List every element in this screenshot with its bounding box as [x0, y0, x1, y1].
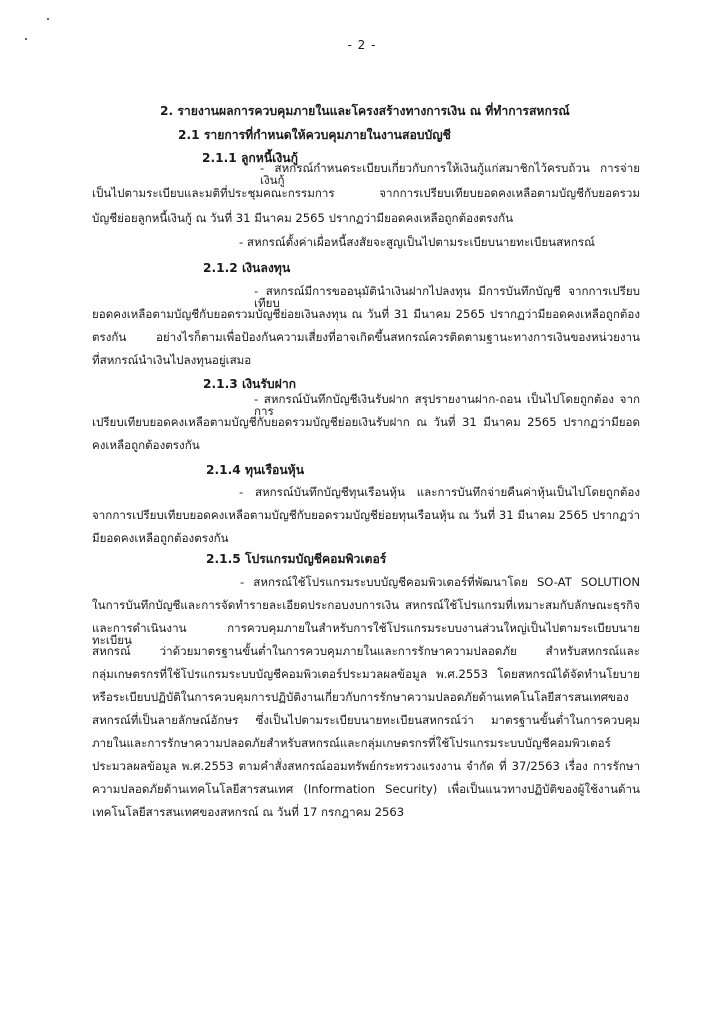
item-2-1-5-line: ในการบันทึกบัญชีและการจัดทำรายละเอียดประกอบงบการเงิน สหกรณ์ใช้โปรแกรมที่เหมาะสมกับลักษณะธุรกิจ — [92, 598, 640, 612]
item-2-1-5-line: เทคโนโลยีสารสนเทศของสหกรณ์ ณ วันที่ 17 กรกฎาคม 2563 — [92, 805, 405, 819]
item-2-1-1-line: เป็นไปตามระเบียบและมติที่ประชุมคณะกรรมการ จากการเปรียบเทียบยอดคงเหลือตามบัญชีกับยอดรวม — [92, 186, 640, 200]
item-2-1-1-heading: 2.1.1 ลูกหนี้เงินกู้ — [202, 151, 298, 165]
item-2-1-5-heading: 2.1.5 โปรแกรมบัญชีคอมพิวเตอร์ — [206, 552, 387, 566]
item-2-1-3-line: เปรียบเทียบยอดคงเหลือตามบัญชีกับยอดรวมบัญชีย่อยเงินรับฝาก ณ วันที่ 31 มีนาคม 2565 ปรากฏว่ามียอด — [92, 415, 640, 429]
item-2-1-4-line: มียอดคงเหลือถูกต้องตรงกัน — [92, 531, 229, 545]
item-2-1-4-line: - สหกรณ์บันทึกบัญชีทุนเรือนหุ้น และการบันทึกจ่ายคืนค่าหุ้นเป็นไปโดยถูกต้อง — [239, 485, 640, 499]
item-2-1-3-heading: 2.1.3 เงินรับฝาก — [203, 377, 297, 391]
item-2-1-5-line: หรือระเบียบปฏิบัติในการควบคุมการปฏิบัติงานเกี่ยวกับการรักษาความปลอดภัยด้านเทคโนโลยีสารสนเทศของ — [92, 690, 629, 704]
item-2-1-4-heading: 2.1.4 ทุนเรือนหุ้น — [206, 463, 305, 477]
item-2-1-2-heading: 2.1.2 เงินลงทุน — [203, 261, 291, 275]
item-2-1-5-line: ประมวลผลข้อมูล พ.ศ.2553 ตามคำสั่งสหกรณ์ออมทรัพย์กระทรวงแรงงาน จำกัด ที่ 37/2563 เรื่อง การรักษา — [92, 759, 640, 773]
item-2-1-1-line: บัญชีย่อยลูกหนี้เงินกู้ ณ วันที่ 31 มีนาคม 2565 ปรากฏว่ามียอดคงเหลือถูกต้องตรงกัน — [92, 211, 514, 225]
item-2-1-4-line: จากการเปรียบเทียบยอดคงเหลือตามบัญชีกับยอดรวมบัญชีย่อยทุนเรือนหุ้น ณ วันที่ 31 มีนาคม 2565 ปรากฏว่า — [92, 508, 640, 522]
item-2-1-5-line: - สหกรณ์ใช้โปรแกรมระบบบัญชีคอมพิวเตอร์ที่พัฒนาโดย SO-AT SOLUTION — [240, 575, 640, 589]
section-2-1-heading: 2.1 รายการที่กำหนดให้ควบคุมภายในงานสอบบัญชี — [178, 128, 451, 142]
item-2-1-3-line: - สหกรณ์บันทึกบัญชีเงินรับฝาก สรุปรายงานฝาก-ถอน เป็นไปโดยถูกต้อง จากการ — [254, 392, 640, 418]
item-2-1-5-line: และการดำเนินงาน การควบคุมภายในสำหรับการใช้โปรแกรมระบบงานส่วนใหญ่เป็นไปตามระเบียบนายทะเบียน — [92, 621, 640, 647]
item-2-1-2-line: - สหกรณ์มีการขออนุมัตินำเงินฝากไปลงทุน มีการบันทึกบัญชี จากการเปรียบเทียบ — [254, 284, 640, 310]
item-2-1-1-line: - สหกรณ์ตั้งค่าเผื่อหนี้สงสัยจะสูญเป็นไปตามระเบียบนายทะเบียนสหกรณ์ — [239, 235, 595, 249]
item-2-1-3-line: คงเหลือถูกต้องตรงกัน — [92, 438, 200, 452]
scan-speck — [47, 18, 49, 20]
item-2-1-2-line: ตรงกัน อย่างไรก็ตามเพื่อป้องกันความเสี่ยงที่อาจเกิดขึ้นสหกรณ์ควรติดตามฐานะทางการเงินของหน่วยงาน — [92, 330, 640, 344]
item-2-1-5-line: สหกรณ์ที่เป็นลายลักษณ์อักษร ซึ่งเป็นไปตามระเบียบนายทะเบียนสหกรณ์ว่า มาตรฐานขั้นต่ำในการควบคุม — [92, 713, 640, 727]
page-number: - 2 - — [347, 38, 377, 52]
item-2-1-2-line: ที่สหกรณ์นำเงินไปลงทุนอยู่เสมอ — [92, 353, 252, 367]
section-2-heading: 2. รายงานผลการควบคุมภายในและโครงสร้างทางการเงิน ณ ที่ทำการสหกรณ์ — [160, 104, 570, 118]
item-2-1-2-line: ยอดคงเหลือตามบัญชีกับยอดรวมบัญชีย่อยเงินลงทุน ณ วันที่ 31 มีนาคม 2565 ปรากฏว่ามียอดคงเหลือถูกต้อง — [92, 307, 640, 321]
item-2-1-1-line: - สหกรณ์กำหนดระเบียบเกี่ยวกับการให้เงินกู้แก่สมาชิกไว้ครบถ้วน การจ่ายเงินกู้ — [260, 161, 640, 187]
item-2-1-5-line: ภายในและการรักษาความปลอดภัยสำหรับสหกรณ์และกลุ่มเกษตรกรที่ใช้โปรแกรมระบบบัญชีคอมพิวเตอร์ — [92, 736, 611, 750]
item-2-1-5-line: กลุ่มเกษตรกรที่ใช้โปรแกรมระบบบัญชีคอมพิวเตอร์ประมวลผลข้อมูล พ.ศ.2553 โดยสหกรณ์ได้จัดทำนโยบาย — [92, 667, 640, 681]
item-2-1-5-line: ความปลอดภัยด้านเทคโนโลยีสารสนเทศ (Information Security) เพื่อเป็นแนวทางปฏิบัติของผู้ใช้งานด้าน — [92, 782, 640, 796]
item-2-1-5-line: สหกรณ์ ว่าด้วยมาตรฐานขั้นต่ำในการควบคุมภายในและการรักษาความปลอดภัย สำหรับสหกรณ์และ — [92, 644, 640, 658]
